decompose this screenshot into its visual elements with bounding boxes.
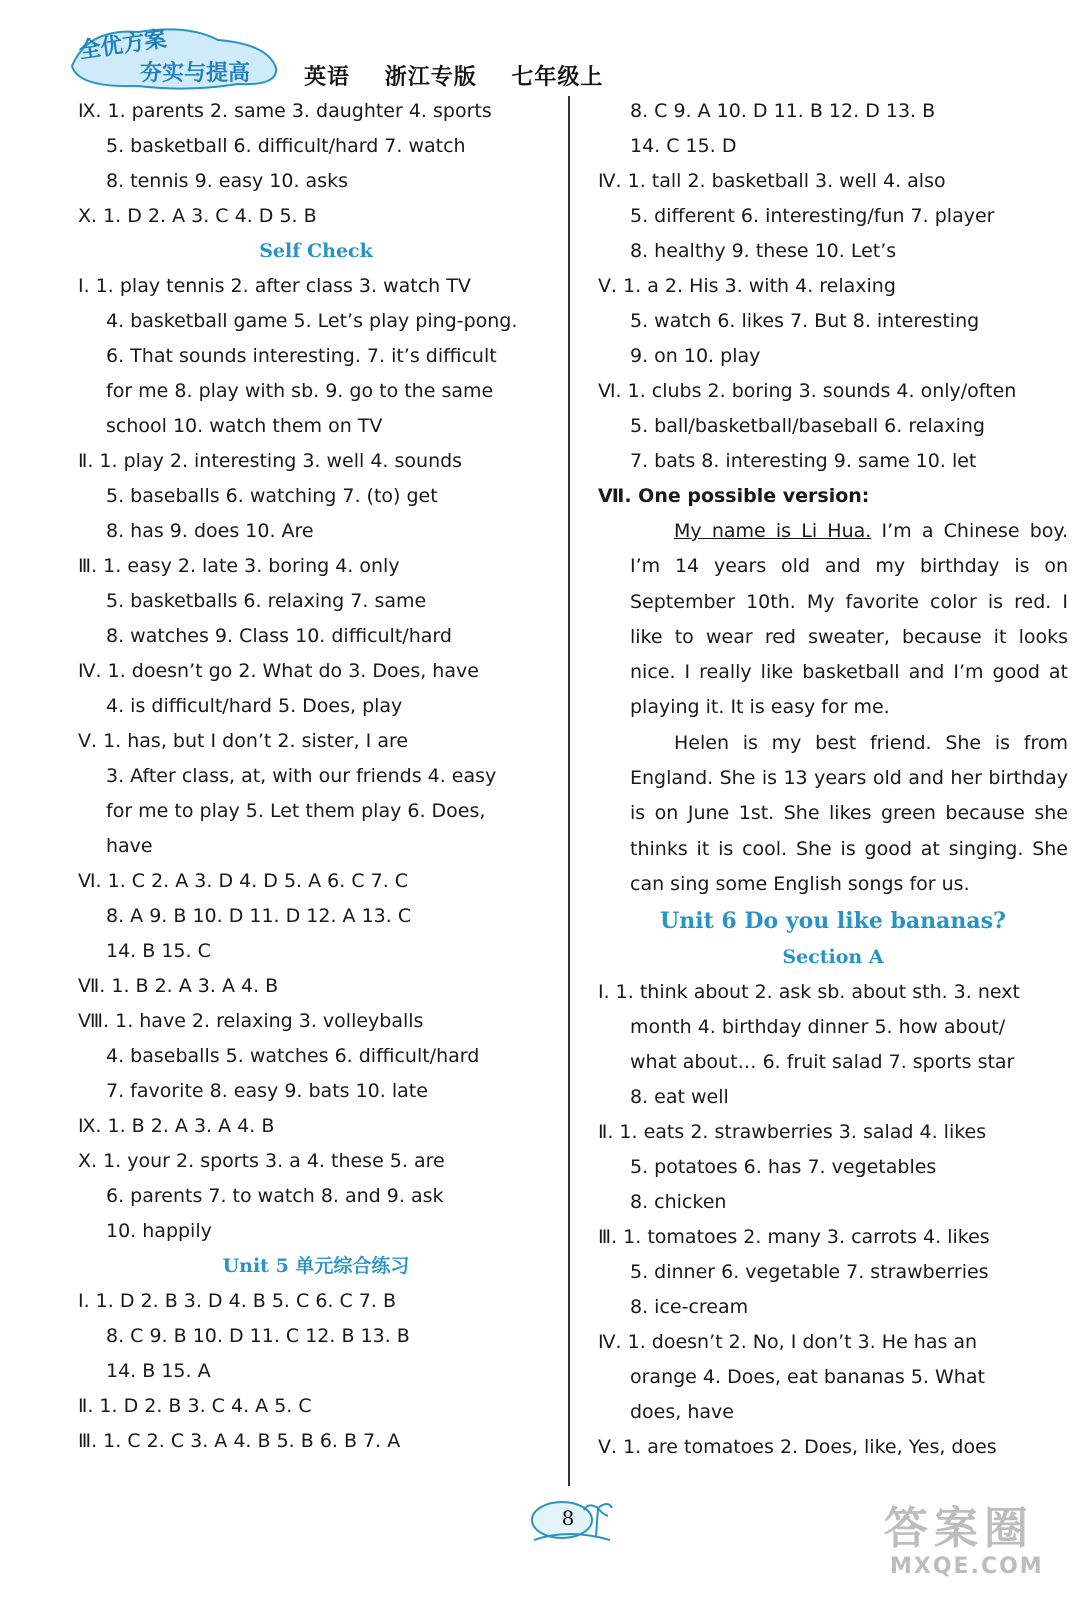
- watermark-url: MXQE.COM: [890, 1554, 1044, 1579]
- answer-line: 14. C 15. D: [630, 135, 737, 157]
- answer-line: Ⅵ. 1. C 2. A 3. D 4. D 5. A 6. C 7. C: [78, 870, 409, 892]
- watermark: [884, 1504, 1074, 1594]
- answer-line: 8. watches 9. Class 10. difficult/hard: [106, 625, 452, 647]
- answer-line: 8. ice-cream: [630, 1296, 749, 1319]
- header-grade: 七年级上: [511, 65, 604, 90]
- answer-line: 5. watch 6. likes 7. But 8. interesting: [630, 310, 980, 332]
- sample-essay: [598, 514, 1068, 902]
- answer-line: for me 8. play with sb. 9. go to the same: [106, 380, 494, 402]
- header-title: [304, 60, 629, 91]
- answer-line: 7. favorite 8. easy 9. bats 10. late: [106, 1080, 428, 1102]
- answer-line: Ⅶ. 1. B 2. A 3. A 4. B: [78, 975, 279, 997]
- logo-line2: 夯实与提高: [140, 61, 251, 86]
- answer-line: what about… 6. fruit salad 7. sports star: [630, 1051, 1015, 1074]
- answer-line: Ⅱ. 1. play 2. interesting 3. well 4. sounds: [78, 450, 463, 472]
- answer-line: Ⅲ. 1. C 2. C 3. A 4. B 5. B 6. B 7. A: [78, 1430, 401, 1452]
- answer-line: 5. baseballs 6. watching 7. (to) get: [106, 485, 438, 507]
- answer-line: Ⅴ. 1. are tomatoes 2. Does, like, Yes, does: [598, 1436, 997, 1459]
- answer-line: 5. basketball 6. difficult/hard 7. watch: [106, 135, 466, 157]
- answer-line: does, have: [630, 1401, 734, 1424]
- answer-line: 4. baseballs 5. watches 6. difficult/hard: [106, 1045, 480, 1067]
- answer-line: Ⅵ. 1. clubs 2. boring 3. sounds 4. only/often: [598, 380, 1017, 402]
- header-subject: 英语: [304, 65, 351, 90]
- answer-line: Ⅳ. 1. doesn’t 2. No, I don’t 3. He has an: [598, 1331, 978, 1354]
- answer-line: 14. B 15. C: [106, 940, 211, 962]
- essay-paragraph-2: Helen is my best friend. She is from England. She is 13 years old and her birthday is on June 1st. She likes green because she thinks it is cool. She is good at singing. She can sing some English songs for us.: [630, 731, 1068, 895]
- answer-line: 4. basketball game 5. Let’s play ping-pong.: [106, 310, 518, 332]
- unit-title: Unit 6 Do you like bananas?: [660, 908, 1006, 935]
- answer-line: 8. A 9. B 10. D 11. D 12. A 13. C: [106, 905, 412, 927]
- answer-line: 5. basketballs 6. relaxing 7. same: [106, 590, 427, 612]
- answer-line: Ⅸ. 1. B 2. A 3. A 4. B: [78, 1115, 275, 1137]
- answer-line: Ⅲ. 1. tomatoes 2. many 3. carrots 4. likes: [598, 1226, 990, 1249]
- answer-line: Ⅳ. 1. doesn’t go 2. What do 3. Does, have: [78, 660, 479, 682]
- answer-line: Ⅰ. 1. play tennis 2. after class 3. watch TV: [78, 275, 471, 297]
- brand-logo: [68, 22, 282, 92]
- answer-line: Ⅳ. 1. tall 2. basketball 3. well 4. also: [598, 170, 946, 192]
- answer-line: 6. parents 7. to watch 8. and 9. ask: [106, 1185, 444, 1207]
- answer-line: 8. tennis 9. easy 10. asks: [106, 170, 348, 192]
- answer-line: school 10. watch them on TV: [106, 415, 383, 437]
- answer-line: Ⅱ. 1. D 2. B 3. C 4. A 5. C: [78, 1395, 312, 1417]
- answer-line: for me to play 5. Let them play 6. Does,: [106, 800, 486, 822]
- section-heading: Self Check: [259, 240, 373, 262]
- answer-line: 5. different 6. interesting/fun 7. player: [630, 205, 995, 227]
- page-number: 8: [561, 1506, 575, 1530]
- answer-line: 5. ball/basketball/baseball 6. relaxing: [630, 415, 985, 437]
- answer-line: 4. is difficult/hard 5. Does, play: [106, 695, 403, 717]
- answer-line: Ⅱ. 1. eats 2. strawberries 3. salad 4. likes: [598, 1121, 987, 1144]
- answer-line: Ⅰ. 1. think about 2. ask sb. about sth. 3. next: [598, 981, 1020, 1004]
- section-heading: Unit 5 单元综合练习: [222, 1255, 410, 1277]
- logo-line1: 全优方案: [77, 26, 168, 64]
- answer-line: 5. dinner 6. vegetable 7. strawberries: [630, 1261, 989, 1284]
- answer-line: 6. That sounds interesting. 7. it’s difficult: [106, 345, 497, 367]
- answer-line: Ⅸ. 1. parents 2. same 3. daughter 4. sports: [78, 100, 492, 122]
- answer-line: 10. happily: [106, 1220, 212, 1242]
- answer-line: orange 4. Does, eat bananas 5. What: [630, 1366, 985, 1389]
- answer-line: month 4. birthday dinner 5. how about/: [630, 1016, 1006, 1039]
- answer-line: Ⅰ. 1. D 2. B 3. D 4. B 5. C 6. C 7. B: [78, 1290, 396, 1312]
- answer-line: 8. eat well: [630, 1086, 729, 1109]
- essay-paragraph-1-text: I’m a Chinese boy. I’m 14 years old and my birthday is on September 10th. My favorite color is red. I like to wear red sweater, because it looks nice. I really like basketball and I’m good at playing it. It is easy for me.: [630, 520, 1069, 719]
- answer-line: Ⅴ. 1. a 2. His 3. with 4. relaxing: [598, 275, 896, 297]
- right-column: [598, 94, 1068, 1465]
- answer-line: Ⅴ. 1. has, but I don’t 2. sister, I are: [78, 730, 409, 752]
- answer-line: 5. potatoes 6. has 7. vegetables: [630, 1156, 937, 1179]
- writing-heading: Ⅶ. One possible version:: [598, 485, 870, 507]
- answer-line: 8. healthy 9. these 10. Let’s: [630, 240, 897, 262]
- answer-line: Ⅲ. 1. easy 2. late 3. boring 4. only: [78, 555, 400, 577]
- answer-line: 8. chicken: [630, 1191, 727, 1214]
- answer-line: 14. B 15. A: [106, 1360, 211, 1382]
- answer-line: 8. C 9. B 10. D 11. C 12. B 13. B: [106, 1325, 410, 1347]
- essay-underlined-sentence: My name is Li Hua.: [674, 520, 872, 542]
- section-heading: Section A: [782, 946, 884, 969]
- answer-line: 7. bats 8. interesting 9. same 10. let: [630, 450, 977, 472]
- answer-line: 8. has 9. does 10. Are: [106, 520, 314, 542]
- left-column: [78, 94, 554, 1459]
- answer-line: have: [106, 835, 153, 857]
- answer-line: 3. After class, at, with our friends 4. easy: [106, 765, 497, 787]
- column-divider: [568, 96, 570, 1486]
- answer-line: Ⅹ. 1. D 2. A 3. C 4. D 5. B: [78, 205, 317, 227]
- answer-line: Ⅹ. 1. your 2. sports 3. a 4. these 5. are: [78, 1150, 445, 1172]
- essay-paragraph-1: [630, 514, 1068, 726]
- answer-line: 8. C 9. A 10. D 11. B 12. D 13. B: [630, 100, 936, 122]
- header-edition: 浙江专版: [384, 65, 477, 90]
- watermark-title: 答案圈: [884, 1503, 1034, 1554]
- answer-line: Ⅷ. 1. have 2. relaxing 3. volleyballs: [78, 1010, 424, 1032]
- answer-line: 9. on 10. play: [630, 345, 761, 367]
